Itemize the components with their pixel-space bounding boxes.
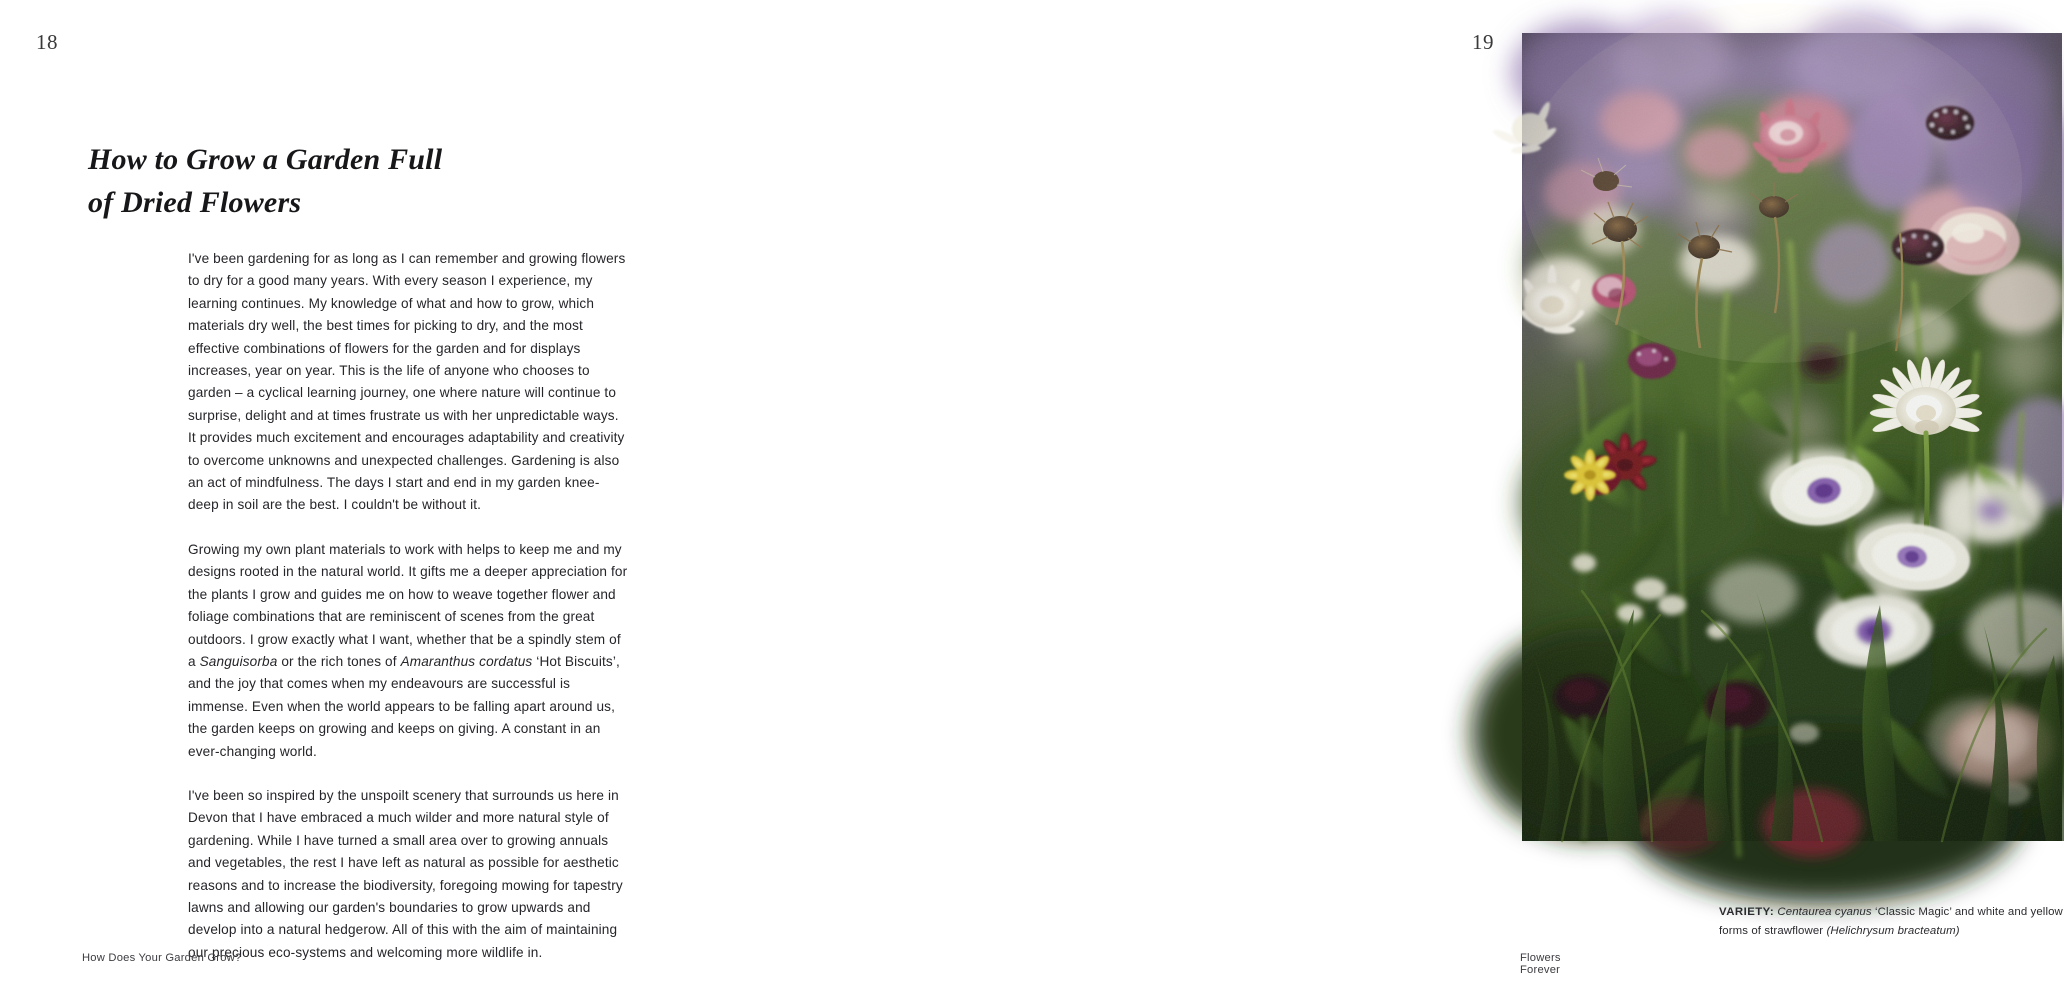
paragraph-2-part-b: or the rich tones of [277,653,401,669]
meadow-photograph [1522,33,2062,841]
running-footer-right: Flowers Forever [1520,952,1561,976]
meadow-photograph-artwork [1522,33,2062,841]
caption-species-centaurea: Centaurea cyanus [1777,906,1872,918]
caption-label: VARIETY: [1719,906,1775,918]
right-page [700,0,2063,1000]
paragraph-1: I've been gardening for as long as I can remember and growing flowers to dry for a good many years. With every season I experience, my learning continues. My knowledge of what and how to grow, which materials dry well, the best times for picking to dry, and the most effective combinations of flowers for the garden and for displays increases, year on year. This is the life of anyone who chooses to garden – a cyclical learning journey, one where nature will continue to surprise, delight and at times frustrate us with her unpredictable ways. It provides much excitement and encourages adaptability and creativity to overcome unknowns and unexpected challenges. Gardening is also an act of mindfulness. The days I start and end in my garden knee-deep in soil are the best. I couldn't be without it. [188,251,626,513]
page-number-right: 19 [1472,30,1494,54]
chapter-title [88,138,508,224]
left-page [0,0,700,1000]
caption-species-helichrysum: (Helichrysum bracteatum) [1826,925,1960,937]
body-text-column [188,248,628,964]
chapter-title-line-2: of Dried Flowers [88,186,302,220]
paragraph-2 [188,539,628,763]
caption-cultivar-text: ‘Classic Magic’ and white and yellow forms of strawflower [1719,906,2063,937]
running-footer-left: How Does Your Garden Grow? [82,952,242,964]
page-number-left: 18 [36,30,58,54]
paragraph-2-part-c: ‘Hot Biscuits’, and the joy that comes when my endeavours are successful is immense. Even when the world appears to be falling apart around us, the garden keeps on growing and keeps on giving. A constant in an ever-changing world. [188,653,620,759]
photo-caption [1719,903,2064,941]
paragraph-3: I've been so inspired by the unspoilt scenery that surrounds us here in Devon that I have embraced a much wilder and more natural style of gardening. While I have turned a small area over to growing annuals and vegetables, the rest I have left as natural as possible for aesthetic reasons and to increase the biodiversity, foregoing mowing for tapestry lawns and allowing our garden's boundaries to grow upwards and develop into a natural hedgerow. All of this with the aim of maintaining our precious eco-systems and welcoming more wildlife in. [188,787,623,960]
latin-name-sanguisorba: Sanguisorba [199,653,278,669]
chapter-title-line-1: How to Grow a Garden Full [88,143,443,177]
paragraph-2-part-a: Growing my own plant materials to work with helps to keep me and my designs rooted in the natural world. It gifts me a deeper appreciation for the plants I grow and guides me on how to weave together flower and foliage combinations that are reminiscent of scenes from the great outdoors. I grow exactly what I want, whether that be a spindly stem of a [188,541,628,669]
latin-name-amaranthus-cordatus: Amaranthus cordatus [400,653,533,669]
